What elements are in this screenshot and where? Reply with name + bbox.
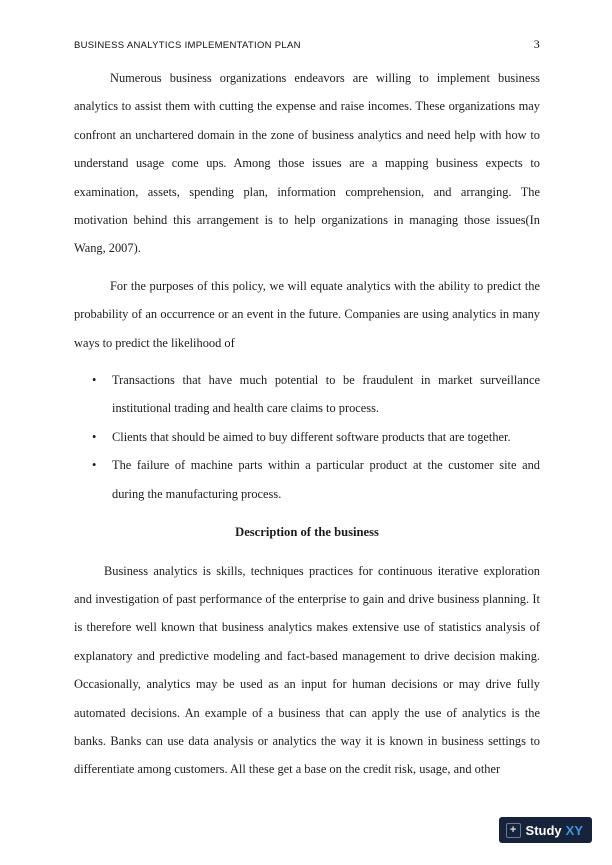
bullet-item-machine-failure: • The failure of machine parts within a particular product at the customer site and during the manufacturing process. [112,451,540,508]
bullet-item-clients: • Clients that should be aimed to buy different software products that are together. [112,423,540,451]
paragraph-intro: Numerous business organizations endeavors are willing to implement business analytics to assist them with cutting the expense and raise incomes. These organizations may confront an unchartered domain in the zone of business analytics and need help with how to understand usage come ups. Among those issues are a mapping business expects to examination, assets, spending plan, information comprehension, and arranging. The motivation behind this arrangement is to help organizations in managing those issues(In Wang, 2007). [74,71,540,256]
plus-icon: + [506,823,521,838]
document-body [74,64,540,793]
brand-name-study: Study [525,822,562,838]
paragraph-description: Business analytics is skills, techniques practices for continuous iterative exploration and investigation of past performance of the enterprise to gain and drive business planning. It is therefore well known that business analytics makes extensive use of statistics analysis of explanatory and predictive modeling and fact-based management to drive decision making. Occasionally, analytics may be used as an input for human decisions or may drive fully automated decisions. An example of a business that can apply the use of analytics is the banks. Banks can use data analysis or analytics the way it is known in business settings to differentiate among customers. All these get a base on the credit risk, usage, and other [74,563,540,777]
paragraph-policy: For the purposes of this policy, we will equate analytics with the ability to predict the probability of an occurrence or an event in the future. Companies are using analytics in many ways to predict the likelihood of [74,278,540,350]
bullet-list [74,366,540,508]
running-head-title: BUSINESS ANALYTICS IMPLEMENTATION PLAN [74,40,301,51]
section-heading-description: Description of the business [235,525,379,540]
bullet-item-transactions: • Transactions that have much potential to be fraudulent in market surveillance institutional trading and health care claims to process. [112,366,540,423]
studyxy-logo[interactable] [499,817,592,843]
brand-name-xy: XY [565,822,583,838]
page-number: 3 [533,37,540,51]
page-header [74,37,540,52]
